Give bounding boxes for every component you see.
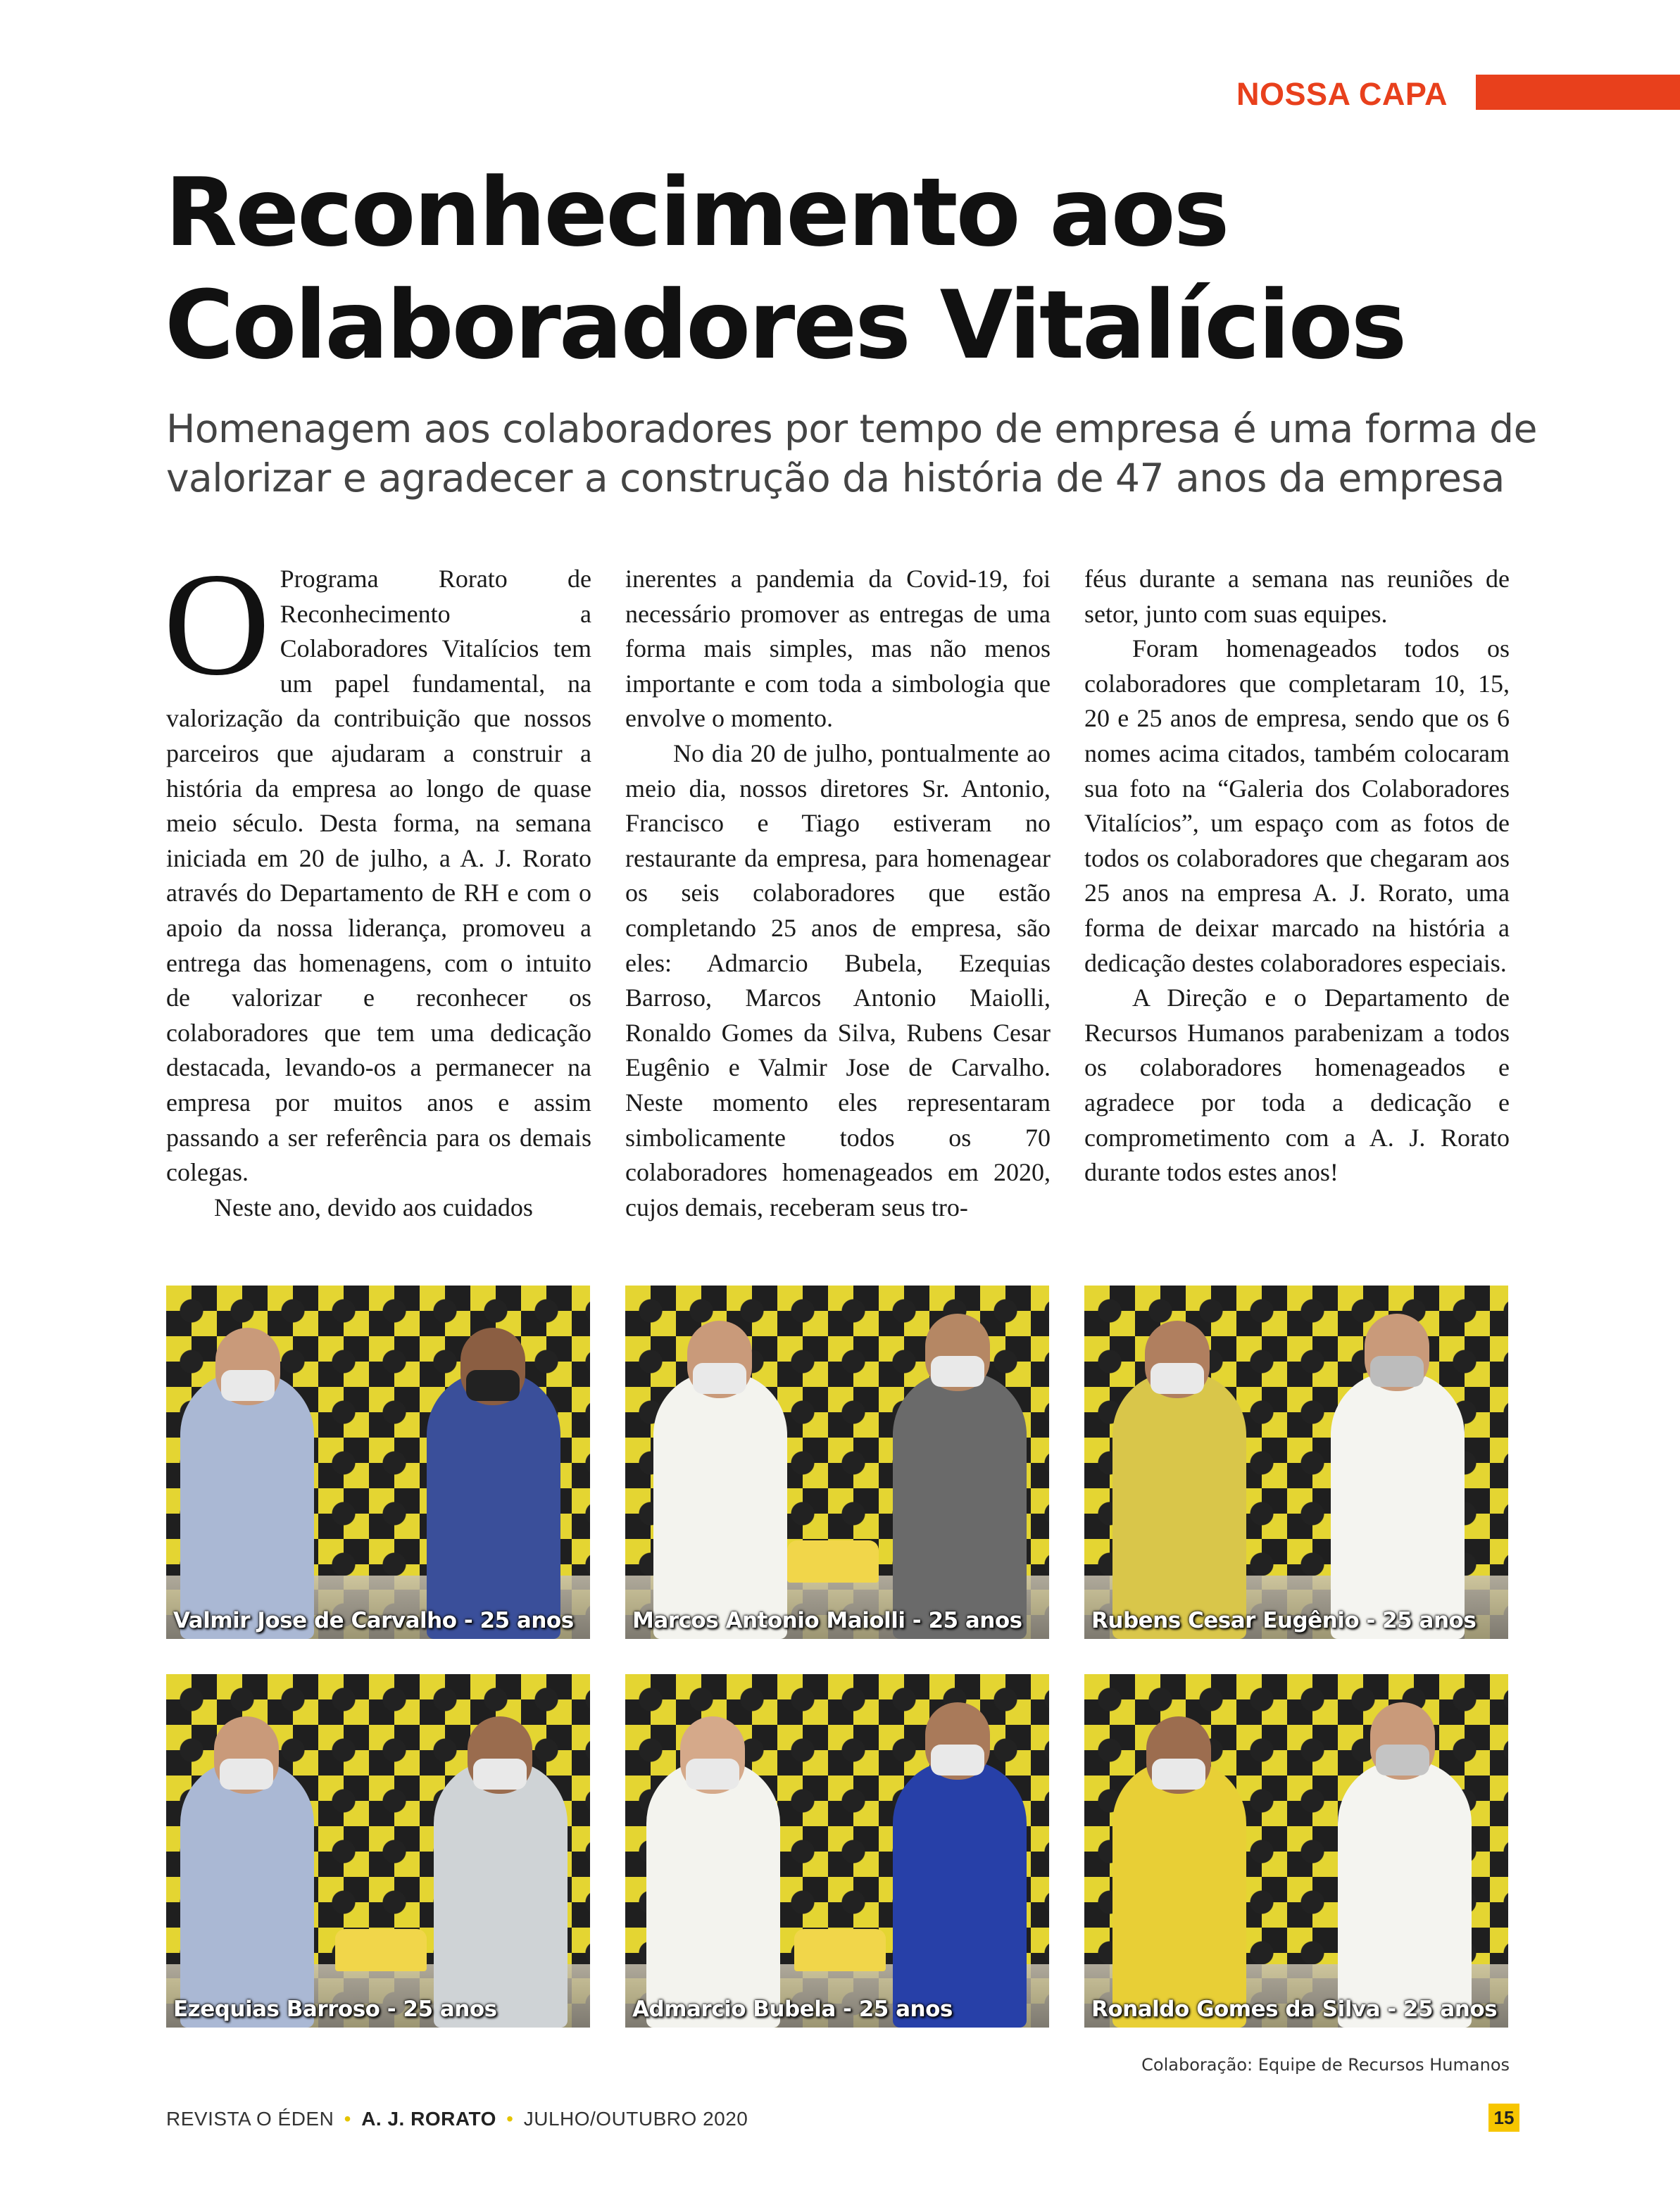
paragraph: Neste ano, devido aos cuidados [214,1193,533,1221]
face-mask [931,1745,984,1776]
person-figure [434,1760,568,2028]
face-mask [1370,1356,1424,1387]
person-figure [427,1371,560,1639]
photo-caption: Marcos Antonio Maiolli - 25 anos [632,1608,1022,1633]
edition-date: JULHO/OUTUBRO 2020 [523,2108,748,2130]
face-mask [220,1759,273,1790]
paragraph-text: Programa Rorato de Reconhecimento a Colaboradores Vitalícios tem um papel fundamental, na valorização da contribuição que nossos parceiros que ajudaram a construir a história da empresa ao longo de quase meio século. Desta forma, na semana iniciada em 20 de julho, a A. J. Rorato através do Departamento de RH e com o apoio da nossa liderança, promoveu a entrega das homenagens, com o intuito de valorizar e reconhecer os colaboradores que tem uma dedicação destacada, levando-os a permanecer na empresa por muitos anos e assim passando a ser referência para os demais colegas. [166,565,591,1187]
person-figure [180,1760,314,2028]
honoree-photo [1084,1286,1508,1639]
person-figure [1112,1760,1246,2028]
title-line-2: Colaboradores Vitalícios [165,270,1405,380]
honoree-photo [1084,1674,1508,2028]
subtitle-line-1: Homenagem aos colaboradores por tempo de empresa é uma forma de [166,406,1537,451]
photo-caption: Ronaldo Gomes da Silva - 25 anos [1091,1997,1498,2022]
person-figure [1112,1371,1246,1639]
drop-cap: O [163,543,270,706]
subtitle-line-2: valorizar e agradecer a construção da história de 47 anos da empresa [166,455,1505,501]
photo-caption: Admarcio Bubela - 25 anos [632,1997,953,2022]
photo-caption: Rubens Cesar Eugênio - 25 anos [1091,1608,1477,1633]
honoree-photo [625,1286,1049,1639]
photo-credit: Colaboração: Equipe de Recursos Humanos [1141,2055,1510,2075]
page-number: 15 [1488,2104,1519,2132]
face-mask [1151,1363,1204,1394]
paragraph [163,543,591,1190]
footer-separator: • [506,2108,514,2130]
face-mask [473,1759,527,1790]
magazine-name: REVISTA O ÉDEN [166,2108,334,2130]
paragraph: No dia 20 de julho, pontualmente ao meio dia, nossos diretores Sr. Antonio, Francisco e Tiago estiveram no restaurante da empresa, para homenagear os seis colaboradores que estão completando 25 anos de empresa, são eles: Admarcio Bubela, Ezequias Barroso, Marcos Antonio Maiolli, Ronaldo Gomes da Silva, Rubens Cesar Eugênio e Valmir Jose de Carvalho. Neste momento eles representaram simbolicamente todos os 70 colaboradores homenageados em 2020, cujos demais, receberam seus tro- [625,739,1051,1221]
title-line-1: Reconhecimento aos [165,158,1228,268]
person-figure [893,1760,1027,2028]
page-footer [166,2105,748,2133]
honoree-photo [166,1286,590,1639]
brand-name: A. J. RORATO [361,2108,496,2130]
section-accent-bar [1476,75,1680,110]
celebration-cake [787,1540,879,1583]
face-mask [221,1370,275,1401]
face-mask [931,1356,984,1387]
article-column-3 [1084,562,1510,1190]
face-mask [1376,1745,1429,1776]
footer-separator: • [344,2108,351,2130]
photo-caption: Ezequias Barroso - 25 anos [173,1997,497,2022]
face-mask [693,1363,746,1394]
article-subtitle [166,404,1560,503]
section-label: NOSSA CAPA [1236,76,1448,112]
face-mask [686,1759,739,1790]
paragraph: féus durante a semana nas reuniões de setor, junto com suas equipes. [1084,565,1510,628]
face-mask [1152,1759,1205,1790]
person-figure [893,1371,1027,1639]
paragraph: inerentes a pandemia da Covid-19, foi necessário promover as entregas de uma forma mais simples, mas não menos importante e com toda a simbologia que envolve o momento. [625,565,1051,733]
person-figure [653,1371,787,1639]
honoree-photo [625,1674,1049,2028]
person-figure [1338,1760,1472,2028]
face-mask [466,1370,520,1401]
paragraph: A Direção e o Departamento de Recursos Humanos parabenizam a todos os colaboradores homenageados e agradece por toda a dedicação e comprometimento com a A. J. Rorato durante todos estes anos! [1084,984,1510,1187]
paragraph: Foram homenageados todos os colaboradores que completaram 10, 15, 20 e 25 anos de empresa, sendo que os 6 nomes acima citados, também colocaram sua foto na “Galeria dos Colaboradores Vitalícios”, um espaço com as fotos de todos os colaboradores que chegaram aos 25 anos na empresa A. J. Rorato, uma forma de deixar marcado na história a dedicação destes colaboradores especiais. [1084,634,1510,977]
person-figure [180,1371,314,1639]
article-column-1 [163,543,591,1225]
article-column-2 [625,562,1051,1225]
celebration-cake [335,1929,427,1971]
person-figure [646,1760,780,2028]
article-title [165,156,1531,382]
person-figure [1331,1371,1465,1639]
photo-caption: Valmir Jose de Carvalho - 25 anos [173,1608,574,1633]
celebration-cake [794,1929,886,1971]
honoree-photo [166,1674,590,2028]
